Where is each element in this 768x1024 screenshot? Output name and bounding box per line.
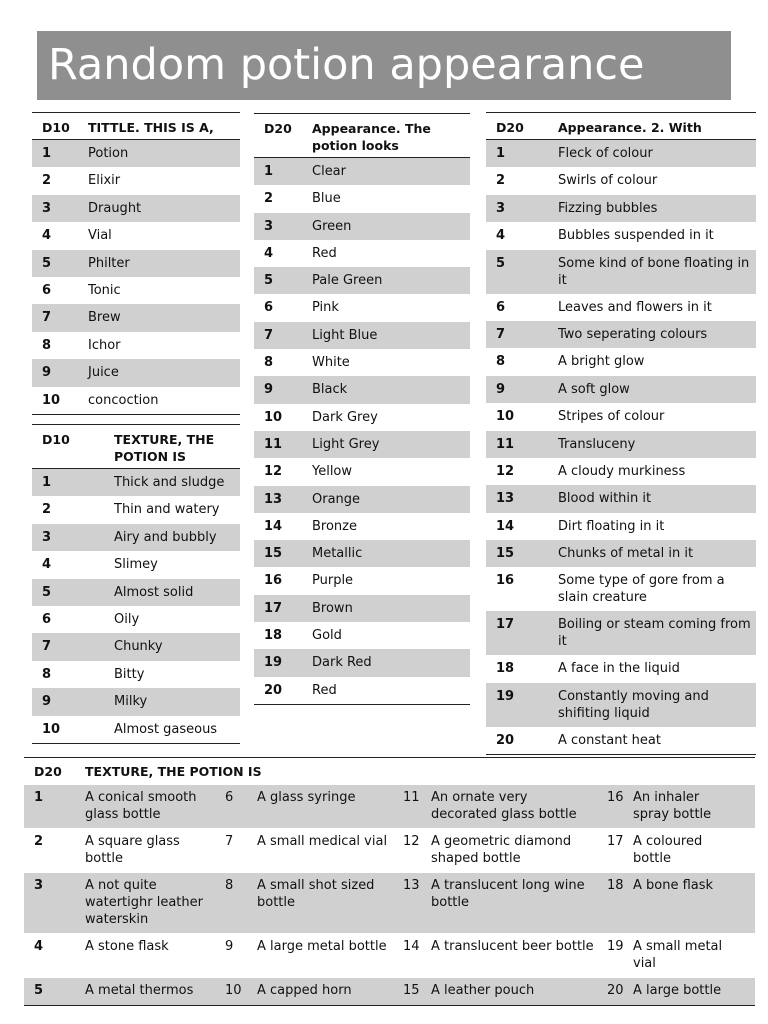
roll-number: 11 (403, 790, 420, 805)
roll-number: 4 (42, 557, 52, 573)
result-text: Pink (312, 300, 339, 316)
result-text: Pale Green (312, 273, 383, 289)
container-table-rule (24, 1005, 755, 1006)
roll-number: 9 (42, 365, 52, 381)
table-row (486, 655, 756, 682)
roll-number: 9 (225, 939, 234, 954)
table-row (486, 567, 756, 611)
roll-number: 10 (264, 409, 283, 425)
result-text: Light Grey (312, 436, 380, 452)
result-text: Swirls of colour (558, 173, 658, 189)
table-cell (213, 833, 391, 872)
texture-table (32, 424, 240, 744)
title-table-header (32, 112, 240, 140)
result-text: Almost gaseous (114, 721, 218, 737)
result-text: A capped horn (257, 983, 352, 998)
roll-number: 5 (42, 255, 52, 271)
appearance-table-header (486, 112, 756, 140)
result-text: Philter (88, 255, 130, 271)
table-row (486, 195, 756, 222)
table-cell (595, 877, 732, 933)
table-row (24, 829, 755, 872)
result-text: Leaves and flowers in it (558, 299, 712, 315)
roll-number: 1 (42, 475, 52, 490)
result-text: Purple (312, 573, 354, 589)
table-rule (486, 754, 756, 755)
result-text: Metallic (312, 546, 363, 562)
column-heading: TITTLE. THIS IS A, (88, 120, 214, 135)
table-row (254, 458, 470, 485)
table-cell (213, 877, 391, 933)
result-text: A glass syringe (257, 790, 356, 805)
result-text: Milky (114, 694, 148, 710)
roll-number: 4 (264, 245, 274, 261)
result-text: Draught (88, 200, 142, 216)
table-row (254, 267, 470, 294)
table-row (254, 158, 470, 185)
appearance-table (486, 112, 756, 755)
roll-number: 4 (496, 228, 506, 244)
result-text: A bright glow (558, 354, 645, 370)
table-cell (391, 982, 595, 1006)
roll-number: 7 (496, 326, 506, 342)
roll-number: 2 (264, 191, 274, 207)
roll-number: 8 (496, 354, 506, 370)
roll-number: 12 (496, 463, 515, 479)
result-text: A face in the liquid (558, 661, 680, 677)
table-row (32, 469, 240, 496)
roll-number: 9 (264, 382, 274, 398)
roll-number: 19 (264, 655, 283, 671)
roll-number: 11 (264, 436, 283, 452)
table-rule (254, 704, 470, 705)
roll-number: 19 (496, 688, 515, 704)
table-cell (213, 938, 391, 977)
result-text: A soft glow (558, 381, 630, 397)
roll-number: 6 (264, 300, 274, 316)
result-text: Blue (312, 191, 341, 207)
container-table-header (24, 757, 755, 784)
table-row (32, 277, 240, 304)
result-text: Dark Red (312, 655, 372, 671)
result-text: Thin and watery (114, 502, 220, 518)
roll-number: 8 (264, 355, 274, 371)
result-text: Airy and bubbly (114, 529, 217, 545)
result-text: Tonic (88, 282, 121, 298)
table-cell (391, 833, 595, 872)
roll-number: 13 (264, 491, 283, 507)
roll-number: 3 (42, 200, 52, 216)
roll-number: 12 (264, 464, 283, 480)
table-row (254, 540, 470, 567)
roll-number: 20 (496, 732, 515, 748)
result-text: Brown (312, 600, 353, 616)
result-text: Blood within it (558, 491, 652, 507)
colour-table-header (254, 113, 470, 158)
table-row (32, 633, 240, 660)
result-text: A small shot sized bottle (257, 878, 375, 910)
table-row (32, 551, 240, 578)
roll-number: 9 (42, 694, 52, 710)
table-row (254, 322, 470, 349)
table-cell (391, 789, 595, 828)
roll-number: 8 (42, 666, 52, 682)
roll-number: 5 (42, 584, 52, 600)
table-row (254, 595, 470, 622)
result-text: Potion (88, 146, 129, 161)
table-rule (32, 414, 240, 415)
table-row (486, 294, 756, 321)
table-row (32, 195, 240, 222)
result-text: Transluceny (558, 436, 636, 452)
roll-number: 2 (496, 173, 506, 189)
result-text: A bone flask (633, 878, 714, 893)
result-text: concoction (88, 392, 159, 408)
colour-table (254, 113, 470, 705)
table-row (254, 240, 470, 267)
table-row (486, 513, 756, 540)
roll-number: 6 (42, 282, 52, 298)
roll-number: 10 (225, 983, 242, 998)
result-text: Constantly moving and shifiting liquid (558, 688, 709, 721)
result-text: A large bottle (633, 983, 722, 998)
table-row (254, 622, 470, 649)
result-text: A cloudy murkiness (558, 463, 686, 479)
result-text: A conical smooth glass bottle (85, 790, 197, 822)
table-row (486, 540, 756, 567)
result-text: Green (312, 218, 352, 234)
table-row (486, 683, 756, 727)
table-row (486, 167, 756, 194)
roll-number: 7 (225, 834, 234, 849)
result-text: A small medical vial (257, 834, 388, 849)
result-text: Chunks of metal in it (558, 546, 694, 562)
result-text: Chunky (114, 639, 163, 655)
roll-number: 3 (264, 218, 274, 234)
die-label: D10 (42, 120, 70, 135)
column-heading: TEXTURE, THE POTION IS (114, 432, 215, 464)
table-row (254, 486, 470, 513)
result-text: White (312, 355, 350, 371)
roll-number: 16 (496, 573, 515, 589)
roll-number: 16 (264, 573, 283, 589)
column-heading: TEXTURE, THE POTION IS (85, 763, 262, 779)
table-row (32, 332, 240, 359)
result-text: Some type of gore from a slain creature (558, 573, 725, 606)
table-cell (24, 938, 213, 977)
result-text: Red (312, 245, 337, 261)
result-text: Yellow (312, 464, 353, 480)
table-cell (595, 789, 732, 828)
appearance-table-body (486, 140, 756, 755)
roll-number: 5 (34, 983, 44, 998)
roll-number: 3 (42, 529, 52, 545)
roll-number: 1 (496, 146, 506, 161)
roll-number: 17 (607, 834, 624, 849)
roll-number: 18 (264, 628, 283, 644)
table-row (486, 431, 756, 458)
table-row (254, 376, 470, 403)
result-text: A constant heat (558, 732, 661, 748)
table-row (32, 496, 240, 523)
roll-number: 17 (496, 617, 515, 633)
roll-number: 10 (42, 721, 61, 737)
result-text: An ornate very decorated glass bottle (431, 790, 577, 822)
table-cell (595, 938, 732, 977)
result-text: Boiling or steam coming from it (558, 617, 751, 650)
table-row (24, 978, 755, 1006)
result-text: A large metal bottle (257, 939, 387, 954)
roll-number: 18 (496, 661, 515, 677)
roll-number: 17 (264, 600, 283, 616)
result-text: Orange (312, 491, 361, 507)
result-text: A translucent beer bottle (431, 939, 594, 954)
table-rule (32, 743, 240, 744)
result-text: Slimey (114, 557, 158, 573)
table-row (486, 403, 756, 430)
table-row (486, 376, 756, 403)
table-row (254, 649, 470, 676)
table-row (32, 359, 240, 386)
table-cell (391, 877, 595, 933)
result-text: Dirt floating in it (558, 518, 665, 534)
roll-number: 3 (496, 200, 506, 216)
table-row (254, 404, 470, 431)
colour-table-body (254, 158, 470, 705)
table-row (32, 222, 240, 249)
roll-number: 1 (42, 146, 52, 161)
roll-number: 12 (403, 834, 420, 849)
roll-number: 6 (42, 611, 52, 627)
column-heading: Appearance. 2. With (558, 120, 702, 135)
result-text: A geometric diamond shaped bottle (431, 834, 572, 866)
roll-number: 5 (264, 273, 274, 289)
result-text: A leather pouch (431, 983, 535, 998)
table-row (486, 727, 756, 754)
result-text: Two seperating colours (558, 326, 708, 342)
result-text: Bitty (114, 666, 145, 682)
result-text: Stripes of colour (558, 409, 665, 425)
table-cell (213, 789, 391, 828)
roll-number: 9 (496, 381, 506, 397)
roll-number: 10 (496, 409, 515, 425)
roll-number: 14 (264, 518, 283, 534)
table-cell (24, 877, 213, 933)
table-row (486, 321, 756, 348)
roll-number: 8 (225, 878, 234, 893)
result-text: Some kind of bone floating in it (558, 255, 750, 288)
table-row (32, 606, 240, 633)
page-title: Random potion appearance (37, 31, 731, 100)
die-label: D10 (42, 432, 70, 447)
result-text: Elixir (88, 173, 121, 189)
result-text: Oily (114, 611, 140, 627)
table-row (24, 785, 755, 828)
table-row (32, 387, 240, 414)
table-row (486, 485, 756, 512)
texture-table-body (32, 469, 240, 744)
table-row (32, 716, 240, 743)
result-text: Almost solid (114, 584, 194, 600)
result-text: Fleck of colour (558, 146, 653, 161)
roll-number: 14 (496, 518, 515, 534)
result-text: Black (312, 382, 348, 398)
roll-number: 4 (42, 228, 52, 244)
roll-number: 15 (496, 546, 515, 562)
result-text: Juice (88, 365, 119, 381)
result-text: Ichor (88, 337, 121, 353)
table-cell (24, 982, 213, 1006)
result-text: Thick and sludge (114, 475, 225, 490)
roll-number: 2 (34, 834, 44, 849)
result-text: Red (312, 682, 337, 698)
result-text: Clear (312, 164, 346, 179)
column-heading: Appearance. The potion looks (312, 121, 431, 153)
table-row (254, 567, 470, 594)
die-label: D20 (264, 121, 292, 136)
roll-number: 2 (42, 173, 52, 189)
table-row (24, 873, 755, 933)
table-row (32, 579, 240, 606)
roll-number: 7 (264, 327, 274, 343)
roll-number: 7 (42, 310, 52, 326)
table-row (486, 140, 756, 167)
result-text: An inhaler spray bottle (633, 790, 712, 822)
roll-number: 20 (607, 983, 624, 998)
table-row (32, 140, 240, 167)
table-cell (213, 982, 391, 1006)
roll-number: 1 (34, 790, 44, 805)
result-text: Fizzing bubbles (558, 200, 658, 216)
table-row (254, 677, 470, 704)
table-row (254, 349, 470, 376)
roll-number: 20 (264, 682, 283, 698)
roll-number: 8 (42, 337, 52, 353)
result-text: A metal thermos (85, 983, 194, 998)
result-text: Dark Grey (312, 409, 378, 425)
table-row (254, 431, 470, 458)
table-row (486, 458, 756, 485)
table-row (32, 661, 240, 688)
title-table (32, 112, 240, 415)
result-text: Bronze (312, 518, 357, 534)
roll-number: 6 (225, 790, 234, 805)
result-text: Bubbles suspended in it (558, 228, 714, 244)
table-row (486, 348, 756, 375)
result-text: Vial (88, 228, 112, 244)
die-label: D20 (496, 120, 524, 135)
result-text: A square glass bottle (85, 834, 180, 866)
table-row (32, 524, 240, 551)
result-text: Brew (88, 310, 121, 326)
roll-number: 4 (34, 939, 44, 954)
roll-number: 6 (496, 299, 506, 315)
roll-number: 5 (496, 255, 506, 271)
result-text: A coloured bottle (633, 834, 703, 866)
roll-number: 7 (42, 639, 52, 655)
result-text: Light Blue (312, 327, 378, 343)
roll-number: 11 (496, 436, 515, 452)
table-cell (595, 982, 732, 1006)
table-cell (595, 833, 732, 872)
roll-number: 16 (607, 790, 624, 805)
texture-table-header (32, 424, 240, 469)
roll-number: 13 (403, 878, 420, 893)
table-cell (391, 938, 595, 977)
roll-number: 2 (42, 502, 52, 518)
result-text: A not quite watertighr leather waterskin (85, 878, 203, 927)
table-cell (24, 833, 213, 872)
table-row (254, 513, 470, 540)
table-row (32, 304, 240, 331)
table-row (254, 294, 470, 321)
table-row (254, 213, 470, 240)
table-row (32, 167, 240, 194)
roll-number: 14 (403, 939, 420, 954)
title-table-body (32, 140, 240, 415)
die-label: D20 (34, 763, 62, 779)
roll-number: 13 (496, 491, 515, 507)
table-row (486, 250, 756, 294)
table-row (486, 611, 756, 655)
table-row (486, 222, 756, 249)
result-text: A small metal vial (633, 939, 723, 971)
roll-number: 19 (607, 939, 624, 954)
roll-number: 1 (264, 164, 274, 179)
table-row (254, 185, 470, 212)
roll-number: 15 (264, 546, 283, 562)
roll-number: 10 (42, 392, 61, 408)
result-text: A stone flask (85, 939, 169, 954)
table-row (32, 688, 240, 715)
roll-number: 15 (403, 983, 420, 998)
table-row (32, 250, 240, 277)
table-cell (24, 789, 213, 828)
roll-number: 3 (34, 878, 44, 893)
result-text: Gold (312, 628, 342, 644)
roll-number: 18 (607, 878, 624, 893)
result-text: A translucent long wine bottle (431, 878, 585, 910)
table-row (24, 934, 755, 977)
